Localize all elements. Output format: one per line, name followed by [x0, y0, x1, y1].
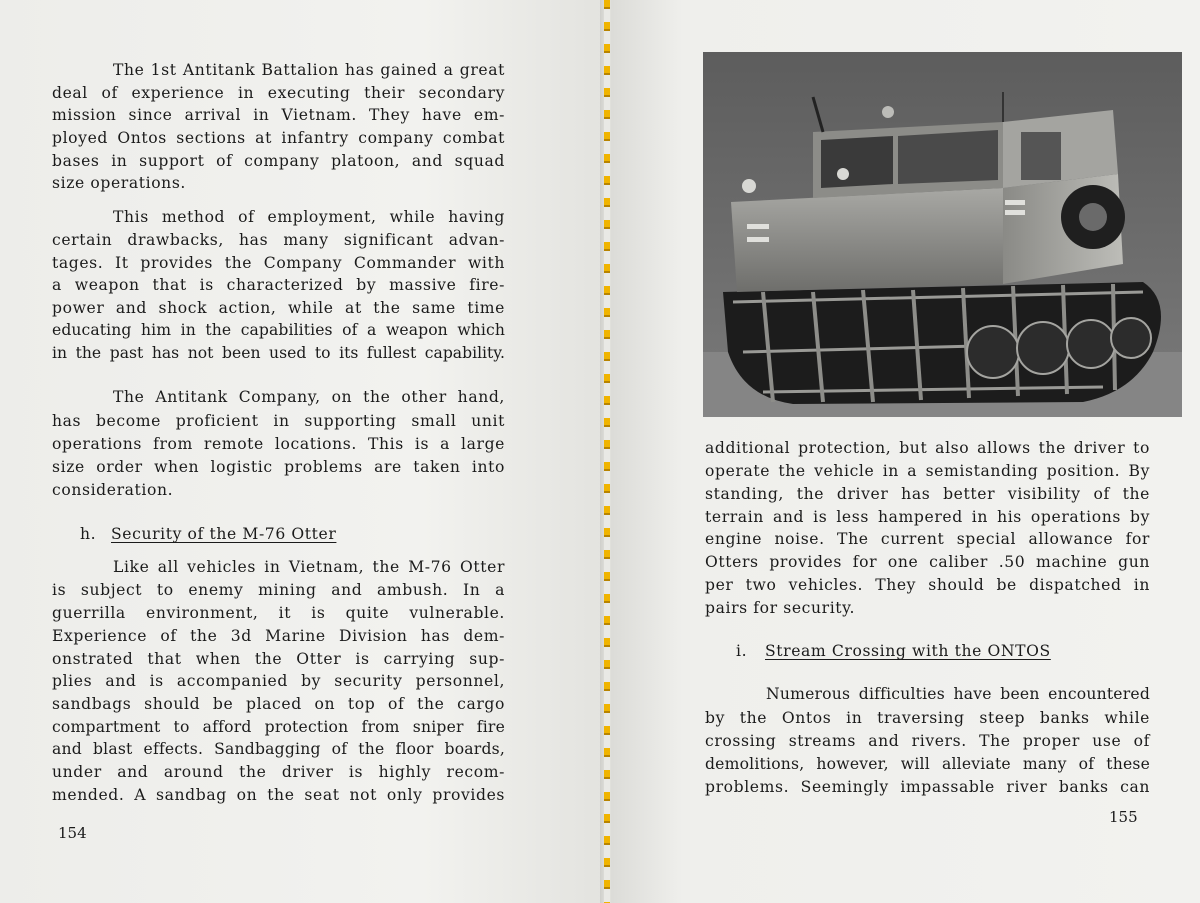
text-line: standing, the driver has better visibility of the	[705, 485, 1150, 503]
text-line: guerrilla environment, it is quite vulnerable.	[52, 604, 505, 622]
text-line: compartment to afford protection from sniper fire	[52, 718, 505, 736]
section-heading: Stream Crossing with the ONTOS	[765, 642, 1051, 660]
text-line: and blast effects. Sandbagging of the floor boards,	[52, 740, 505, 758]
text-line: terrain and is less hampered in his operations by	[705, 508, 1150, 526]
text-line: demolitions, however, will alleviate many of these	[705, 755, 1150, 773]
text-line: a weapon that is characterized by massive fire-	[52, 276, 505, 294]
text-line: bases in support of company platoon, and squad	[52, 152, 505, 170]
text-line: power and shock action, while at the same time	[52, 299, 505, 317]
text-line: onstrated that when the Otter is carrying sup-	[52, 650, 505, 668]
text-line: under and around the driver is highly recom-	[52, 763, 505, 781]
text-line: problems. Seemingly impassable river banks can	[705, 778, 1150, 796]
text-line: consideration.	[52, 481, 174, 499]
text-line: tages. It provides the Company Commander with	[52, 254, 505, 272]
spiral-binding	[604, 0, 610, 903]
section-heading: Security of the M-76 Otter	[111, 525, 337, 543]
text-line: deal of experience in executing their secondary	[52, 84, 505, 102]
text-line: mended. A sandbag on the seat not only provides	[52, 786, 505, 804]
text-line: by the Ontos in traversing steep banks while	[705, 709, 1150, 727]
text-line: per two vehicles. They should be dispatched in	[705, 576, 1150, 594]
text-line: in the past has not been used to its fullest capability.	[52, 344, 505, 362]
text-line: size order when logistic problems are taken into	[52, 458, 505, 476]
text-line: Otters provides for one caliber .50 machine gun	[705, 553, 1150, 571]
text-line: size operations.	[52, 174, 186, 192]
text-line: sandbags should be placed on top of the cargo	[52, 695, 505, 713]
text-line: has become proficient in supporting small unit	[52, 412, 505, 430]
page-number: 155	[1109, 808, 1138, 826]
tracked-vehicle-photo	[703, 52, 1182, 417]
text-line: mission since arrival in Vietnam. They have em-	[52, 106, 505, 124]
section-letter: i.	[736, 642, 748, 660]
text-line: operate the vehicle in a semistanding position. By	[705, 462, 1150, 480]
text-line: ployed Ontos sections at infantry company combat	[52, 129, 505, 147]
text-line: crossing streams and rivers. The proper use of	[705, 732, 1150, 750]
text-line: educating him in the capabilities of a weapon which	[52, 321, 505, 339]
text-line: is subject to enemy mining and ambush. In a	[52, 581, 505, 599]
text-line: pairs for security.	[705, 599, 856, 617]
text-line: additional protection, but also allows the driver to	[705, 439, 1150, 457]
text-line: This method of employment, while having	[113, 208, 505, 226]
text-line: The Antitank Company, on the other hand,	[113, 388, 505, 406]
page-number: 154	[58, 824, 87, 842]
text-line: certain drawbacks, has many significant advan-	[52, 231, 505, 249]
text-line: The 1st Antitank Battalion has gained a great	[113, 61, 505, 79]
text-line: Numerous difficulties have been encountered	[766, 685, 1150, 703]
text-line: operations from remote locations. This is a large	[52, 435, 505, 453]
text-line: Experience of the 3d Marine Division has dem-	[52, 627, 505, 645]
section-letter: h.	[80, 525, 97, 543]
text-line: plies and is accompanied by security personnel,	[52, 672, 505, 690]
text-line: engine noise. The current special allowance for	[705, 530, 1150, 548]
text-line: Like all vehicles in Vietnam, the M-76 Otter	[113, 558, 505, 576]
